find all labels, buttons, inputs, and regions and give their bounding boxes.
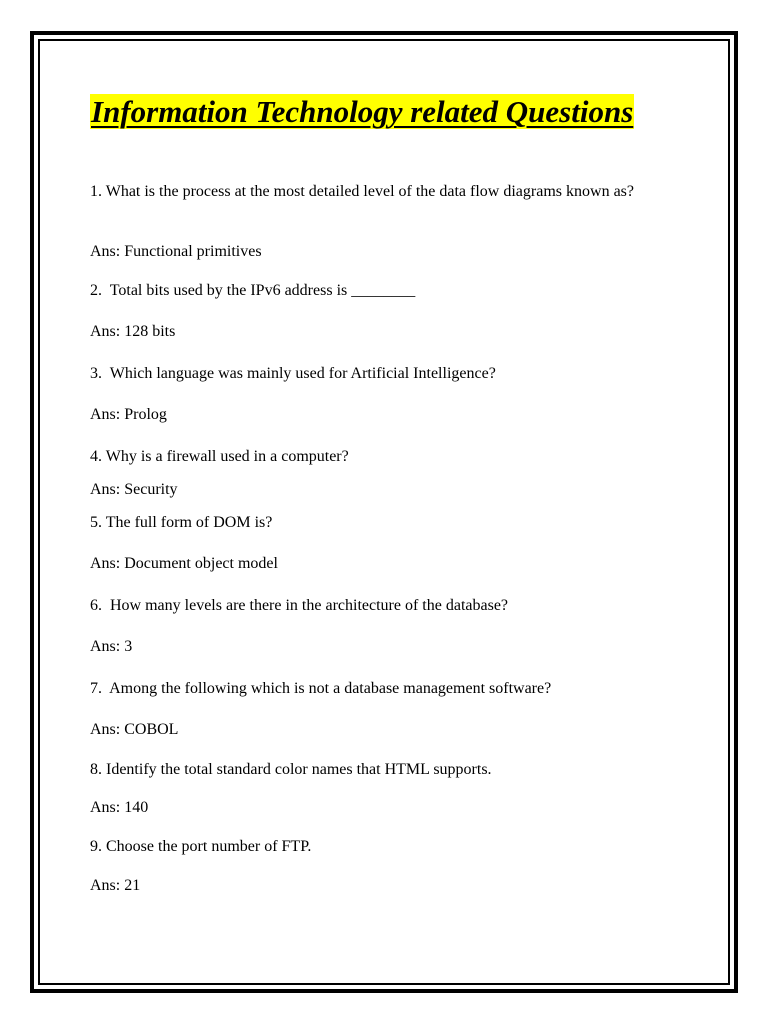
question-5: 5. The full form of DOM is? [90,514,273,531]
question-1: 1. What is the process at the most detailed level of the data flow diagrams known as? [90,183,634,200]
question-7: 7. Among the following which is not a database management software? [90,680,552,697]
question-9: 9. Choose the port number of FTP. [90,838,312,855]
answer-4: Ans: Security [90,481,178,498]
answer-7: Ans: COBOL [90,721,179,738]
answer-1: Ans: Functional primitives [90,243,262,260]
question-3: 3. Which language was mainly used for Artificial Intelligence? [90,365,496,382]
question-8: 8. Identify the total standard color names that HTML supports. [90,761,492,778]
page-title [90,93,634,131]
question-2: 2. Total bits used by the IPv6 address is ________ [90,282,416,299]
question-4: 4. Why is a firewall used in a computer? [90,448,349,465]
answer-3: Ans: Prolog [90,406,167,423]
answer-6: Ans: 3 [90,638,133,655]
page-title-text: Information Technology related Questions [91,94,634,129]
answer-2: Ans: 128 bits [90,323,176,340]
answer-5: Ans: Document object model [90,555,278,572]
question-6: 6. How many levels are there in the architecture of the database? [90,597,509,614]
answer-9: Ans: 21 [90,877,141,894]
answer-8: Ans: 140 [90,799,149,816]
